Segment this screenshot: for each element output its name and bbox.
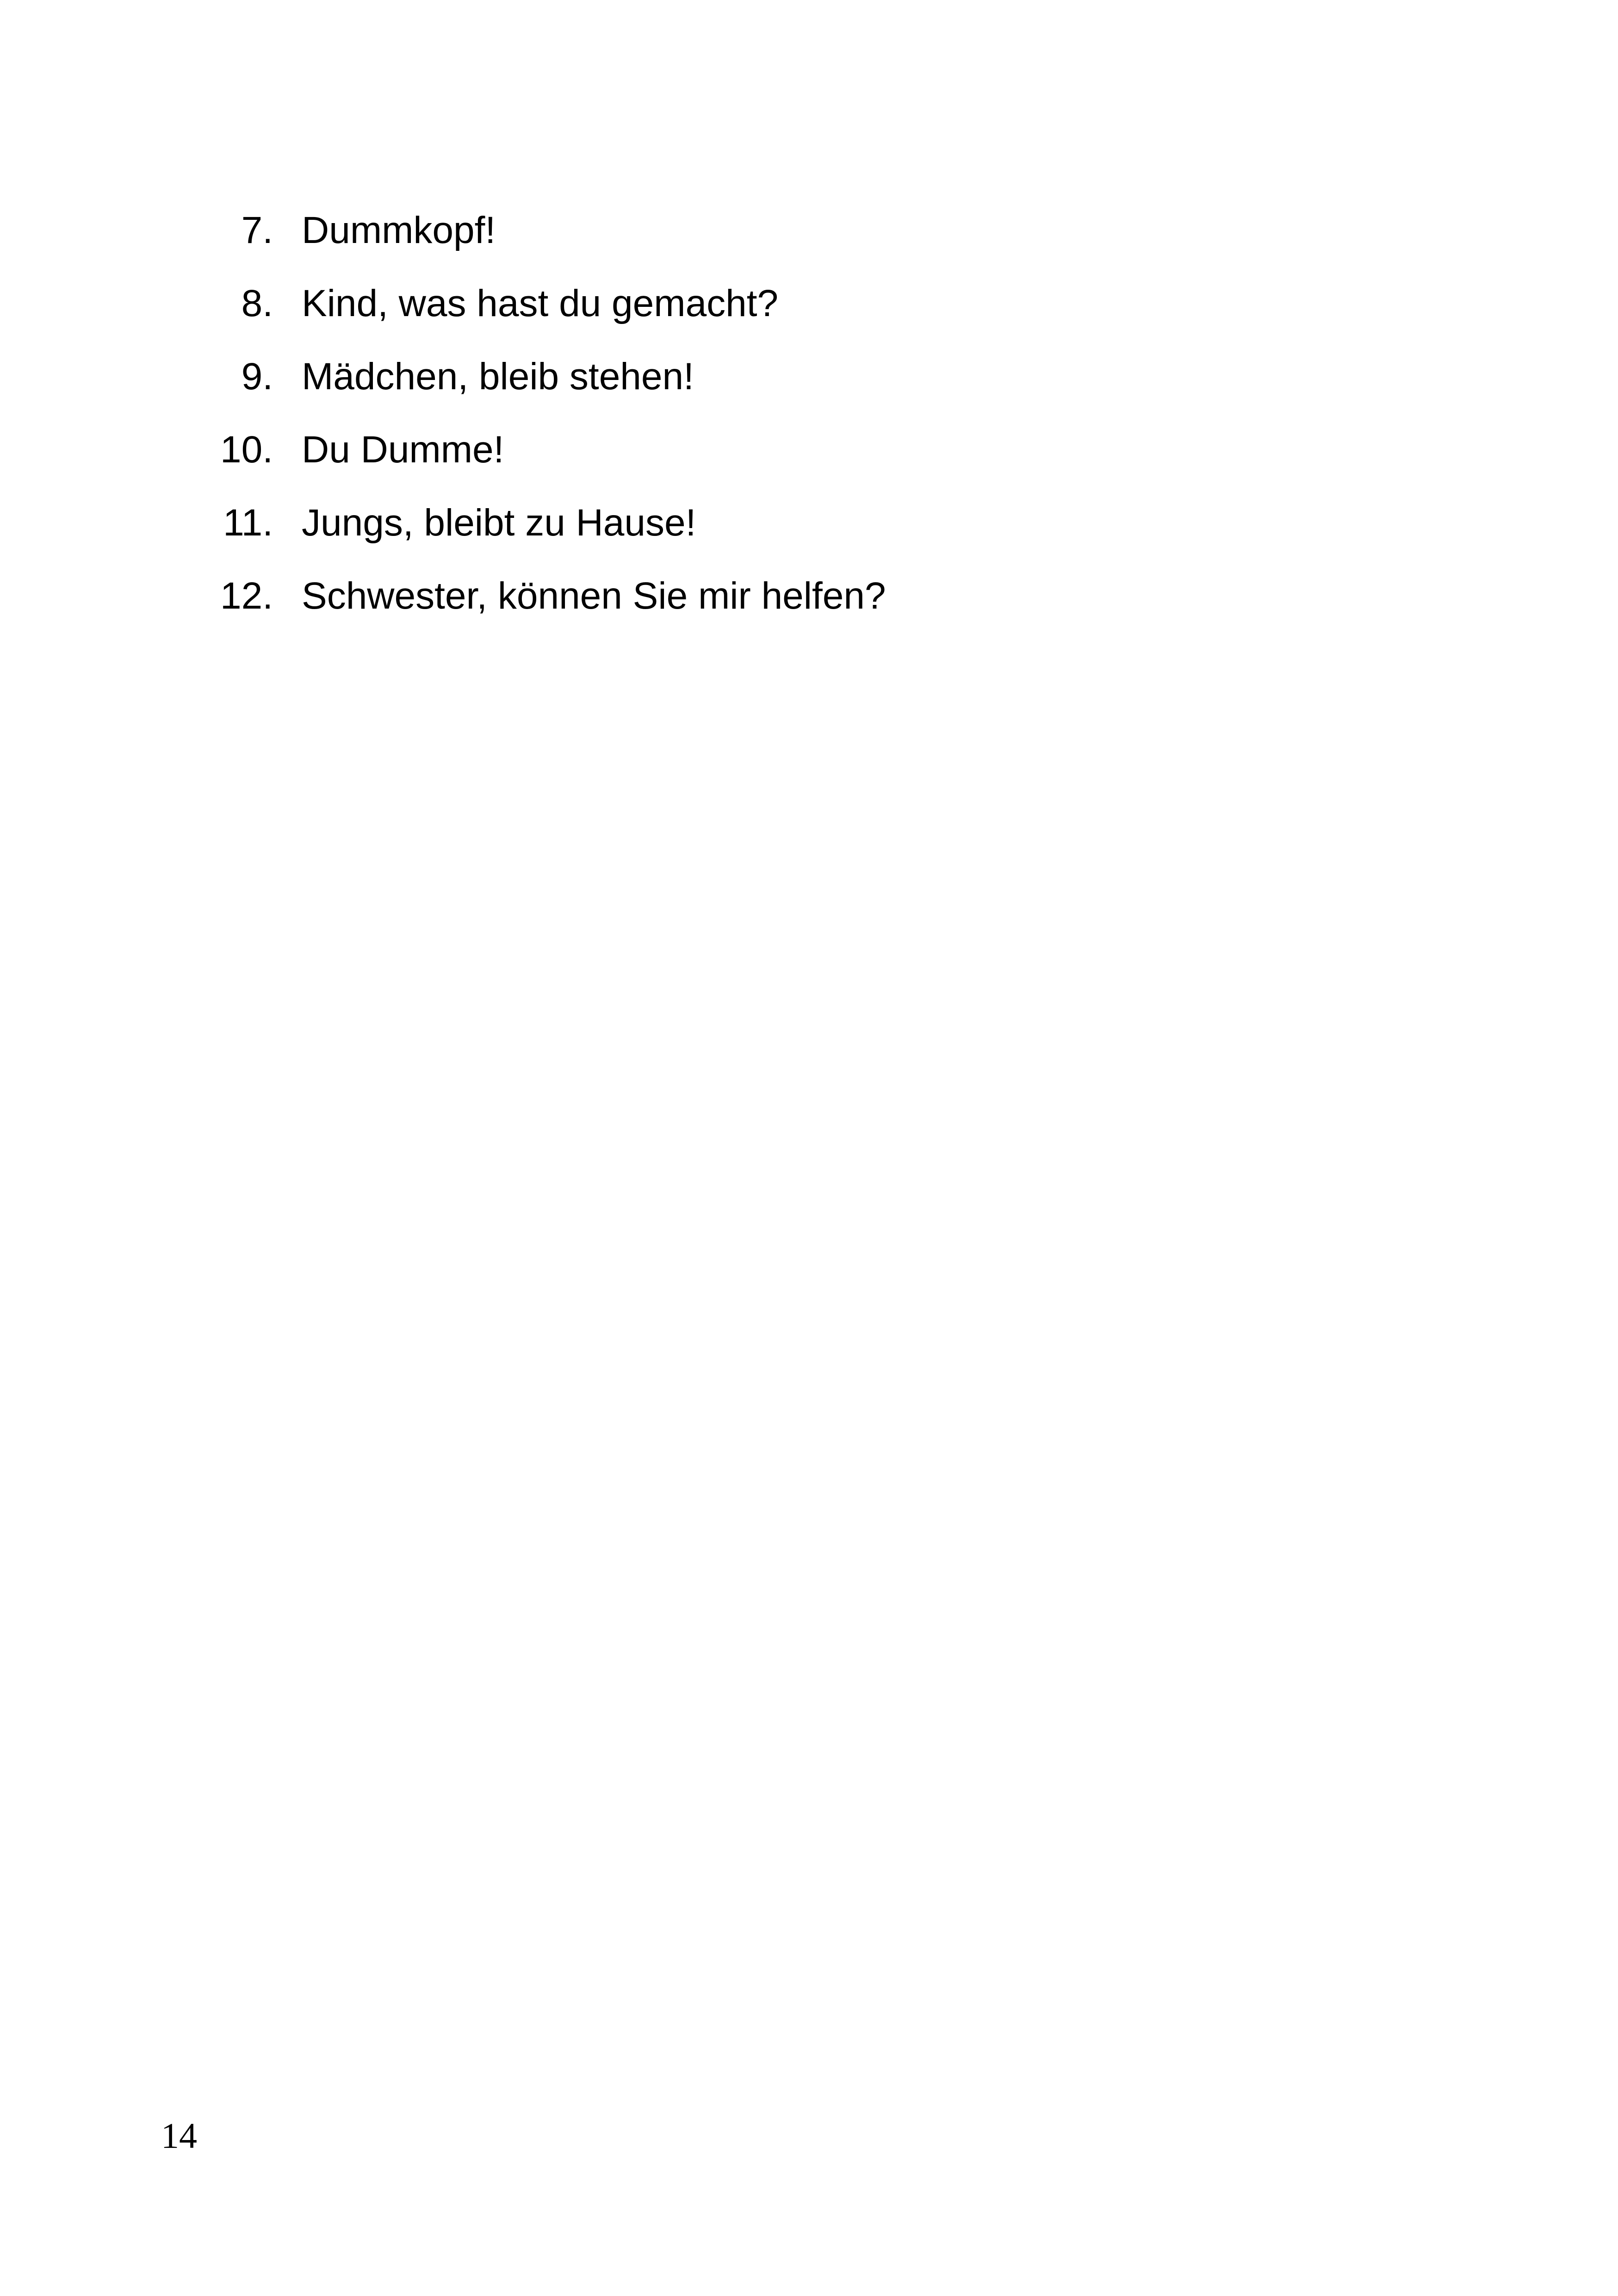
- list-item: [204, 422, 1453, 495]
- item-number: 8.: [241, 282, 273, 324]
- item-number: 12.: [220, 575, 273, 617]
- list-item: [204, 203, 1453, 276]
- item-text: Jungs, bleibt zu Hause!: [302, 502, 696, 544]
- page-number: 14: [161, 2116, 197, 2156]
- item-text: Schwester, können Sie mir helfen?: [302, 575, 886, 617]
- item-text: Du Dumme!: [302, 429, 504, 471]
- list-item: [204, 276, 1453, 349]
- exercise-list: [204, 203, 1453, 641]
- list-item: [204, 349, 1453, 422]
- item-number: 9.: [241, 355, 273, 398]
- list-item: [204, 495, 1453, 568]
- list-item: [204, 568, 1453, 641]
- item-text: Dummkopf!: [302, 209, 496, 251]
- item-text: Kind, was hast du gemacht?: [302, 282, 779, 324]
- item-number: 7.: [241, 209, 273, 251]
- item-text: Mädchen, bleib stehen!: [302, 355, 694, 398]
- item-number: 10.: [220, 429, 273, 471]
- item-number: 11.: [223, 502, 273, 544]
